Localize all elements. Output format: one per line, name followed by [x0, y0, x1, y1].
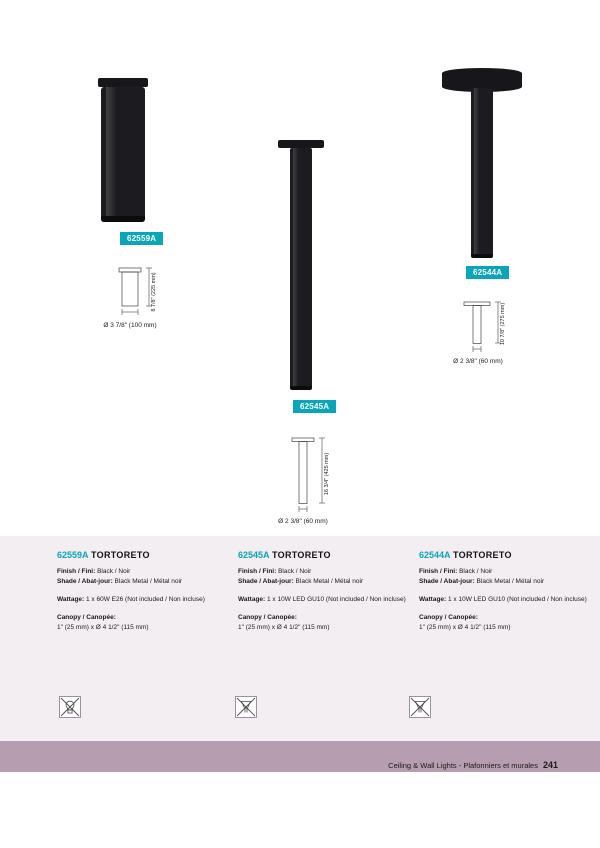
spec-shade-value-62544A: Black Metal / Métal noir: [476, 578, 545, 586]
code-badge-62544A: 62544A: [466, 266, 509, 279]
svg-text:8 7/8" (225 mm): 8 7/8" (225 mm): [151, 272, 157, 312]
tube-aperture-62544A: [471, 254, 493, 258]
spec-shade-value-62559A: Black Metal / Métal noir: [114, 578, 183, 586]
specifications-band: [0, 536, 600, 741]
spec-wattage-value-62544A: 1 x 10W LED GU10 (Not included / Non incluse): [448, 596, 587, 604]
spec-finish-value-62559A: Black / Noir: [97, 568, 131, 575]
code-badge-62545A: 62545A: [293, 400, 336, 413]
tube-aperture-62545A: [290, 386, 312, 390]
spec-name-62544A: TORTORETO: [453, 550, 512, 560]
tube-highlight-62545A: [293, 148, 298, 390]
spec-finish-value-62544A: Black / Noir: [459, 568, 493, 575]
spec-canopy-label-62544A: Canopy / Canopée:: [419, 614, 478, 622]
spec-shade-62559A: [57, 577, 238, 587]
spec-wattage-label-62544A: Wattage:: [419, 596, 447, 604]
svg-text:10 7/8" (275 mm): 10 7/8" (275 mm): [500, 302, 506, 346]
svg-text:16 3/4" (425 mm): 16 3/4" (425 mm): [324, 452, 330, 496]
spec-canopy-value-62545A: 1" (25 mm) x Ø 4 1/2" (115 mm): [238, 624, 330, 632]
spec-finish-label-62559A: Finish / Fini:: [57, 568, 96, 575]
spec-finish-value-62545A: Black / Noir: [278, 568, 312, 575]
spec-wattage-62544A: [419, 595, 600, 605]
spec-canopy-label-62545A: Canopy / Canopée:: [238, 614, 297, 622]
spec-finish-label-62544A: Finish / Fini:: [419, 568, 458, 575]
dimension-diameter-62545A: Ø 2 3/8" (60 mm): [278, 518, 328, 525]
spec-shade-62544A: [419, 577, 600, 587]
spec-canopy-label-row-62545A: [238, 613, 419, 623]
spec-shade-62545A: [238, 577, 419, 587]
tube-62559A: [101, 87, 145, 222]
spec-finish-62544A: [419, 567, 600, 577]
spec-name-62545A: TORTORETO: [272, 550, 331, 560]
spec-finish-62559A: [57, 567, 238, 577]
spec-finish-label-62545A: Finish / Fini:: [238, 568, 277, 575]
product-image-62545A: [276, 140, 328, 390]
spec-code-62559A: 62559A: [57, 550, 89, 560]
spec-shade-label-62545A: Shade / Abat-jour:: [238, 578, 294, 586]
spec-canopy-value-62559A: 1" (25 mm) x Ø 4 1/2" (115 mm): [57, 624, 149, 632]
spec-wattage-62545A: [238, 595, 419, 605]
tube-62544A: [471, 88, 493, 258]
spec-wattage-label-62559A: Wattage:: [57, 596, 85, 604]
tube-aperture-62559A: [101, 216, 145, 222]
spec-canopy-label-62559A: Canopy / Canopée:: [57, 614, 116, 622]
dimension-diameter-62559A: Ø 3 7/8" (100 mm): [103, 322, 157, 329]
dimension-drawing-62544A: [442, 296, 532, 365]
spec-title-62559A: [57, 550, 238, 560]
product-image-62544A: [442, 68, 522, 258]
footer-white-area: [0, 772, 600, 848]
bulb-gu10-crossed-icon-62545A: [235, 696, 257, 718]
spec-canopy-label-row-62559A: [57, 613, 238, 623]
tube-highlight-62559A: [106, 87, 116, 222]
tube-highlight-62544A: [474, 88, 479, 258]
spec-canopy-value-62544A: 1" (25 mm) x Ø 4 1/2" (115 mm): [419, 624, 511, 632]
spec-shade-label-62544A: Shade / Abat-jour:: [419, 578, 475, 586]
product-image-62559A: [90, 78, 156, 238]
bulb-incandescent-crossed-icon: [59, 696, 81, 718]
spec-wattage-value-62545A: 1 x 10W LED GU10 (Not included / Non incluse): [267, 596, 406, 604]
dimension-drawing-62559A: [95, 262, 185, 329]
spec-code-62544A: 62544A: [419, 550, 451, 560]
canopy-62545A: [278, 140, 324, 148]
bulb-icon-row: [0, 696, 600, 736]
bulb-gu10-crossed-icon-62544A: [409, 696, 431, 718]
spec-title-62545A: [238, 550, 419, 560]
spec-canopy-label-row-62544A: [419, 613, 600, 623]
page-number: 241: [542, 760, 558, 770]
dimension-diameter-62544A: Ø 2 3/8" (60 mm): [453, 358, 503, 365]
spec-name-62559A: TORTORETO: [91, 550, 150, 560]
canopy-62559A: [98, 78, 148, 87]
spec-wattage-62559A: [57, 595, 238, 605]
spec-title-62544A: [419, 550, 600, 560]
spec-shade-value-62545A: Black Metal / Métal noir: [295, 578, 364, 586]
spec-wattage-value-62559A: 1 x 60W E26 (Not included / Non incluse): [86, 596, 205, 604]
footer: [388, 760, 558, 770]
tube-62545A: [290, 148, 312, 390]
code-badge-62559A: 62559A: [120, 232, 163, 245]
footer-section-label: Ceiling & Wall Lights - Plafonniers et murales: [388, 761, 538, 770]
spec-wattage-label-62545A: Wattage:: [238, 596, 266, 604]
spec-finish-62545A: [238, 567, 419, 577]
dimension-drawing-62545A: [268, 432, 358, 525]
spec-shade-label-62559A: Shade / Abat-jour:: [57, 578, 113, 586]
spec-code-62545A: 62545A: [238, 550, 270, 560]
